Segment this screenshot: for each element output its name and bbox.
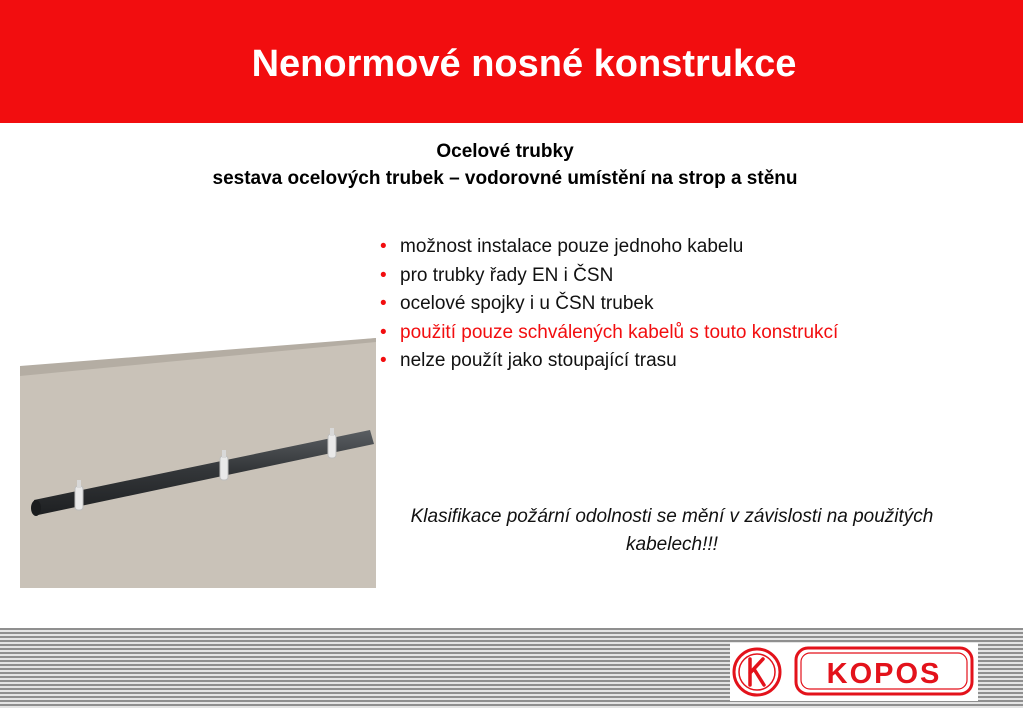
kopos-logo	[730, 643, 978, 701]
bullet-icon: •	[380, 264, 387, 286]
header-bar	[0, 0, 1023, 123]
list-item-text: možnost instalace pouze jednoho kabelu	[400, 236, 744, 257]
list-item	[378, 290, 838, 319]
page-title: Nenormové nosné konstrukce	[251, 43, 797, 85]
bullet-icon: •	[380, 350, 387, 371]
pipe-on-wall-image	[20, 338, 376, 588]
wall-panel	[20, 338, 376, 588]
feature-list	[378, 233, 838, 376]
bullet-icon: •	[380, 293, 387, 314]
fire-classification-note: Klasifikace požární odolnosti se mění v závislosti na použitých kabelech!!!	[410, 506, 934, 555]
list-item-text: ocelové spojky i u ČSN trubek	[400, 293, 654, 314]
section-subtitle: sestava ocelových trubek – vodorovné umístění na strop a stěnu	[212, 168, 798, 189]
list-item-text: pro trubky řady EN i ČSN	[400, 264, 614, 286]
bullet-icon: •	[380, 236, 387, 257]
list-item	[378, 262, 838, 291]
list-item-text: nelze použít jako stoupající trasu	[400, 350, 677, 371]
section-title: Ocelové trubky	[436, 141, 574, 162]
list-item	[378, 347, 838, 376]
list-item-highlighted	[378, 319, 838, 348]
bullet-icon: •	[380, 321, 387, 343]
list-item-text: použití pouze schválených kabelů s touto konstrukcí	[400, 321, 839, 343]
list-item	[378, 233, 838, 262]
kopos-wordmark: KOPOS	[826, 658, 942, 690]
